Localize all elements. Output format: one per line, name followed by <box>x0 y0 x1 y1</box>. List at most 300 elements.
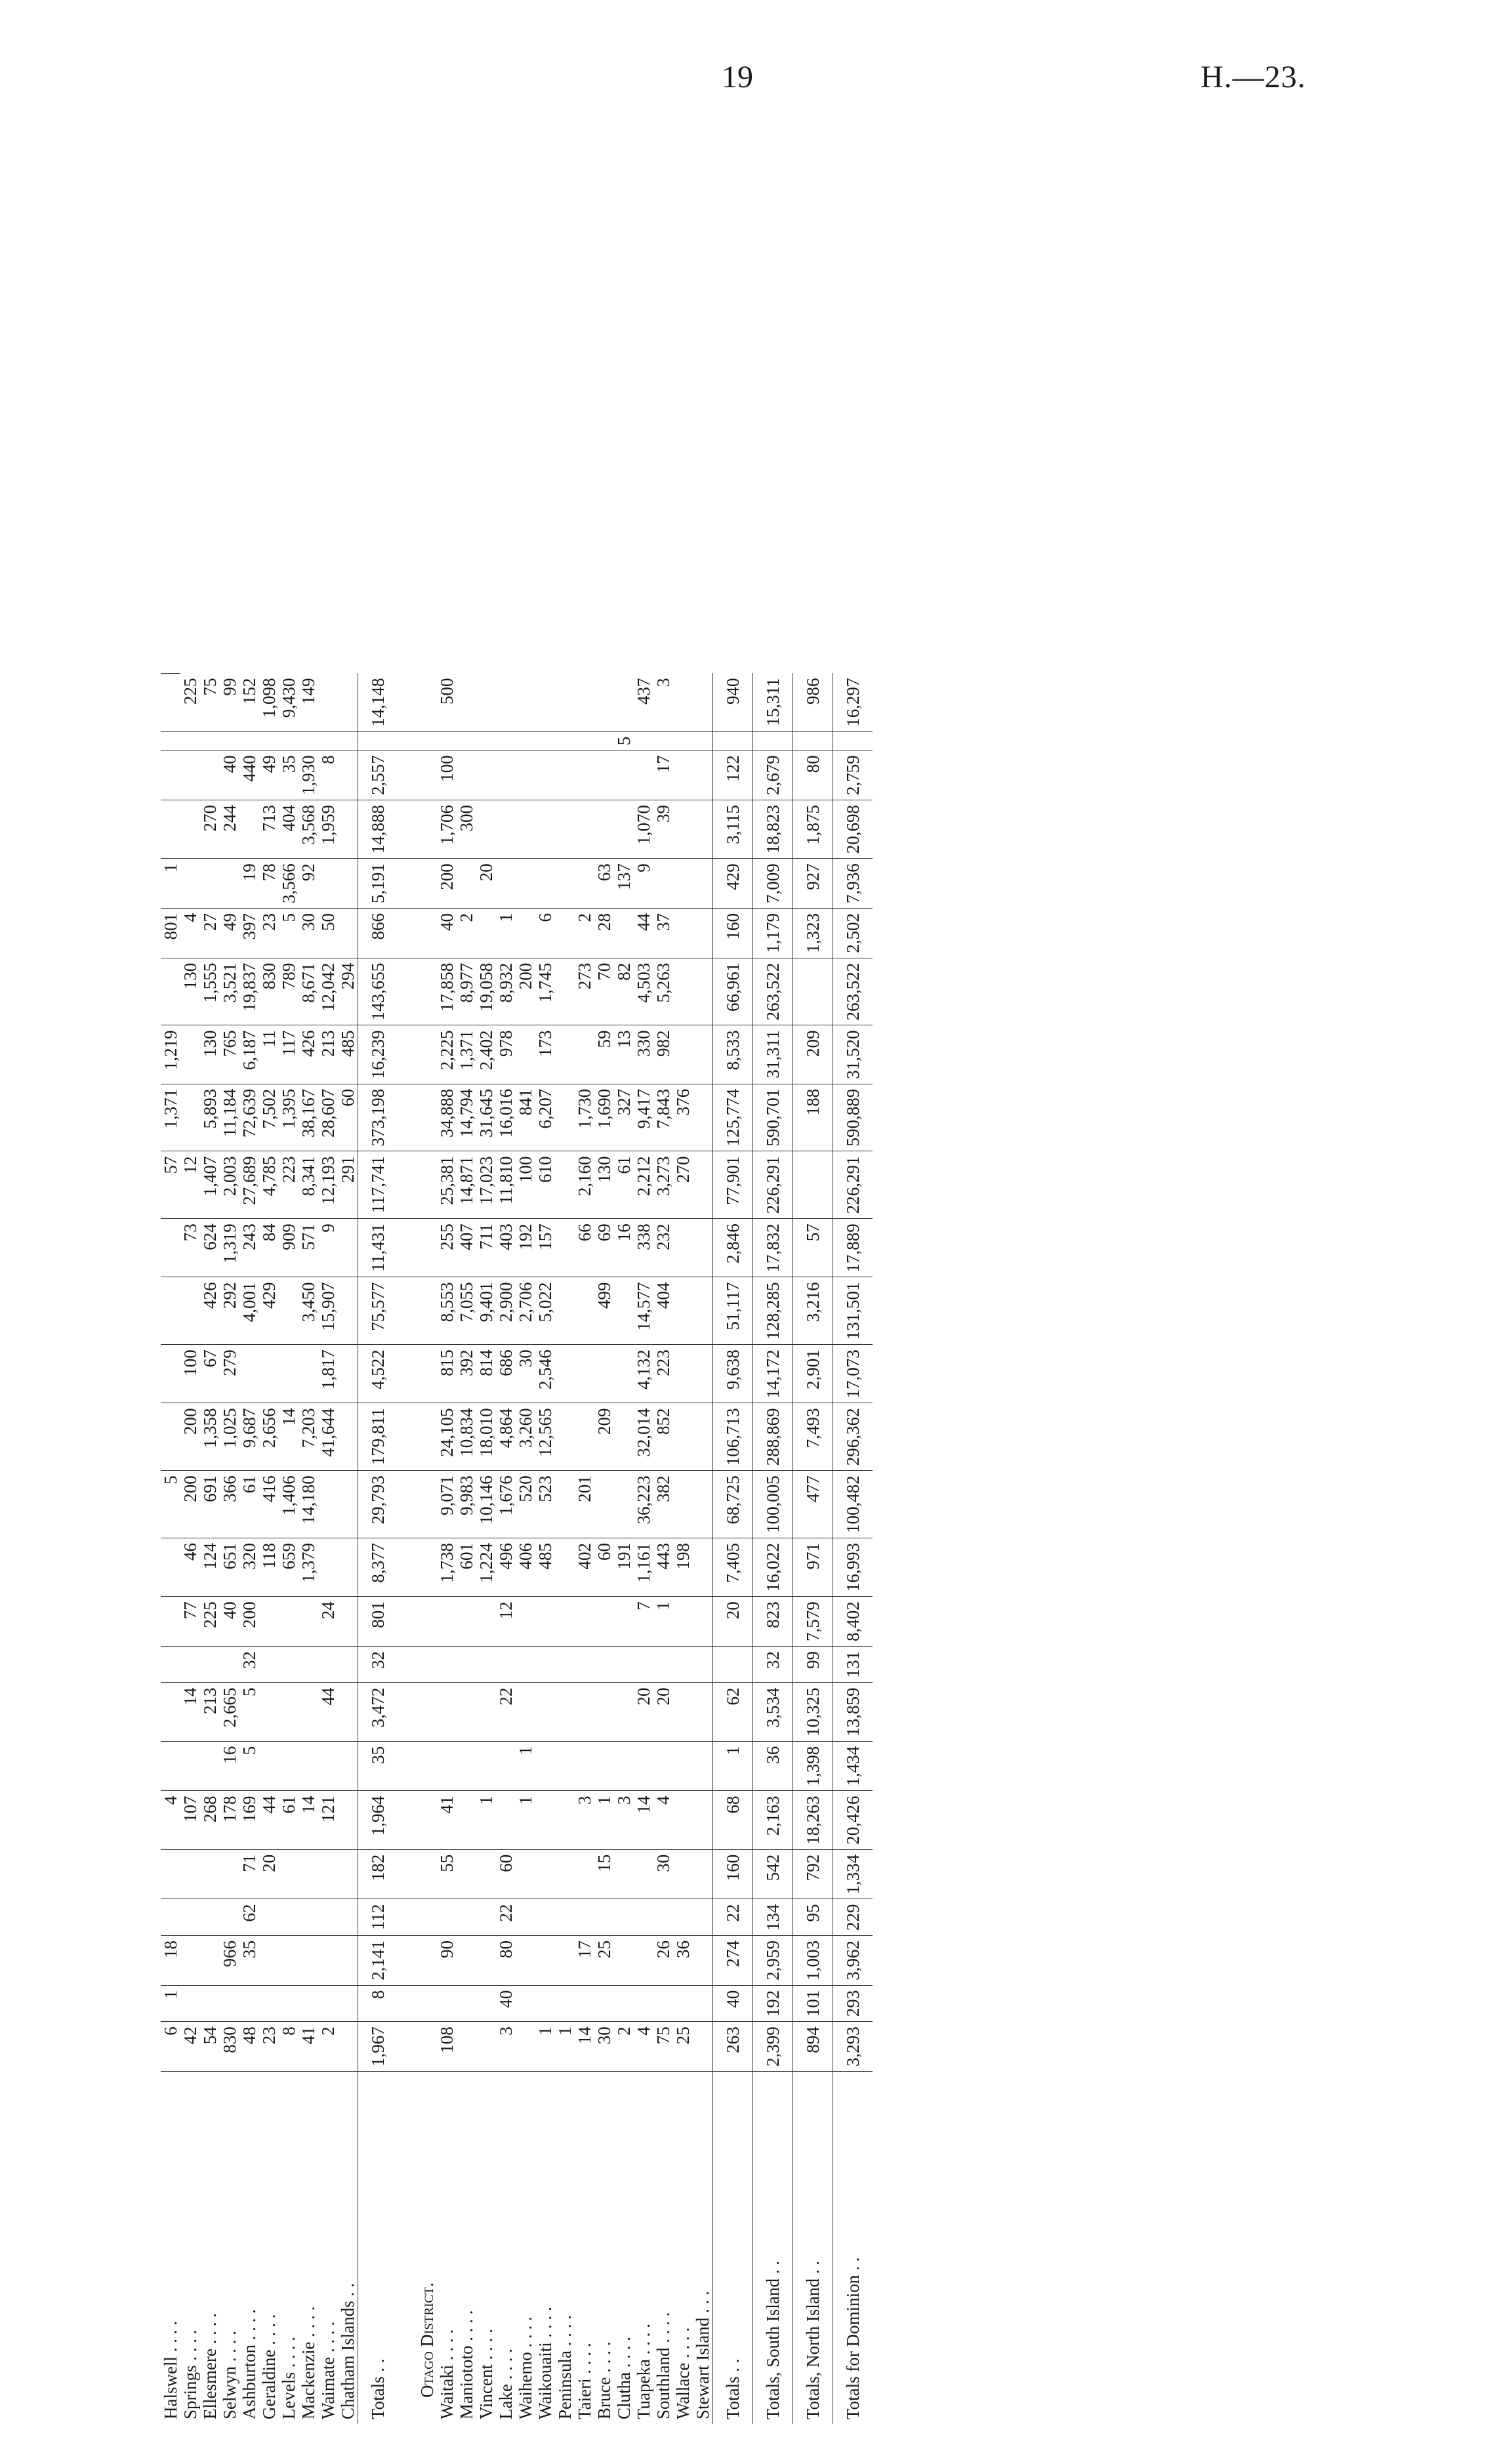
table-cell: 815 <box>437 1345 457 1403</box>
table-cell: 28,607 <box>318 1084 338 1151</box>
table-cell: 17,832 <box>753 1219 793 1277</box>
table-cell <box>634 1936 653 1986</box>
table-cell <box>239 731 259 750</box>
table-cell <box>496 731 516 750</box>
table-cell: 263,522 <box>833 958 873 1025</box>
table-cell: 84 <box>259 1219 279 1277</box>
table-cell <box>516 2022 535 2072</box>
table-cell: 117 <box>279 1025 299 1084</box>
table-cell <box>555 1151 575 1219</box>
table-cell: 1,398 <box>793 1741 833 1791</box>
table-cell <box>338 674 358 732</box>
table-cell: 117,741 <box>358 1151 398 1219</box>
table-cell <box>693 1985 713 2022</box>
table-cell <box>398 1849 417 1899</box>
table-cell <box>673 1791 693 1849</box>
table-cell <box>496 1647 516 1683</box>
table-cell <box>180 1899 200 1936</box>
table-row <box>200 664 220 2424</box>
table-row <box>299 664 318 2424</box>
table-cell: 14,794 <box>457 1084 476 1151</box>
table-cell: 3 <box>614 1791 634 1849</box>
table-cell <box>555 958 575 1025</box>
table-cell <box>673 958 693 1025</box>
table-cell: 49 <box>220 909 239 958</box>
table-cell: 60 <box>496 1849 516 1899</box>
table-cell: 610 <box>535 1151 555 1219</box>
table-cell: 108 <box>437 2022 457 2072</box>
table-cell: 3,450 <box>299 1277 318 1345</box>
table-row <box>476 664 496 2424</box>
table-cell: 986 <box>793 674 833 732</box>
table-cell: 49 <box>259 750 279 800</box>
table-cell: 296,362 <box>833 1403 873 1471</box>
table-cell: 100,482 <box>833 1471 873 1538</box>
table-cell <box>535 1683 555 1741</box>
table-cell <box>653 1985 673 2022</box>
table-cell <box>398 1403 417 1471</box>
table-cell: 5 <box>161 1471 180 1538</box>
table-cell <box>457 1849 476 1899</box>
table-cell: 90 <box>437 1936 457 1986</box>
table-cell: 5,022 <box>535 1277 555 1345</box>
table-cell: 404 <box>279 800 299 859</box>
table-cell <box>398 1538 417 1597</box>
totals-row <box>833 664 873 2424</box>
table-cell <box>200 1647 220 1683</box>
table-cell <box>693 1597 713 1647</box>
table-cell: 24,105 <box>437 1403 457 1471</box>
table-cell <box>673 1219 693 1277</box>
table-cell <box>535 1597 555 1647</box>
row-label: Geraldine . . . . <box>259 2072 279 2425</box>
table-cell: 7,405 <box>713 1538 753 1597</box>
table-cell: 7,055 <box>457 1277 476 1345</box>
table-cell <box>594 1899 614 1936</box>
table-cell: 17,889 <box>833 1219 873 1277</box>
table-cell <box>693 909 713 958</box>
table-cell <box>673 1345 693 1403</box>
table-cell <box>398 1791 417 1849</box>
table-cell <box>653 1899 673 1936</box>
table-row <box>318 664 338 2424</box>
table-cell <box>338 1791 358 1849</box>
table-cell <box>476 1647 496 1683</box>
table-cell: 41 <box>437 1791 457 1849</box>
table-row <box>457 664 476 2424</box>
table-cell: 9 <box>634 859 653 909</box>
table-cell <box>555 731 575 750</box>
table-cell: 7 <box>634 1597 653 1647</box>
row-label: Wallace . . . . <box>673 2072 693 2425</box>
table-cell <box>417 1403 437 1471</box>
table-cell <box>476 1899 496 1936</box>
table-cell <box>693 1538 713 1597</box>
table-cell: 16,022 <box>753 1538 793 1597</box>
table-cell: 125,774 <box>713 1084 753 1151</box>
table-cell <box>555 1647 575 1683</box>
table-cell: 402 <box>575 1538 594 1597</box>
table-cell: 14 <box>279 1403 299 1471</box>
table-cell <box>516 1985 535 2022</box>
table-cell <box>535 800 555 859</box>
table-cell: 68 <box>713 1791 753 1849</box>
table-cell <box>279 1647 299 1683</box>
table-cell <box>398 1345 417 1403</box>
table-cell <box>417 1597 437 1647</box>
table-cell: 232 <box>653 1219 673 1277</box>
table-cell: 7,843 <box>653 1084 673 1151</box>
table-cell <box>259 1683 279 1741</box>
table-cell <box>594 1471 614 1538</box>
table-cell: 118 <box>259 1538 279 1597</box>
table-cell: 244 <box>220 800 239 859</box>
table-cell: 1,025 <box>220 1403 239 1471</box>
table-cell <box>417 1025 437 1084</box>
table-cell: 137 <box>614 859 634 909</box>
table-cell <box>338 1647 358 1683</box>
table-row <box>653 664 673 2424</box>
table-cell: 11,810 <box>496 1151 516 1219</box>
table-cell: 200 <box>180 1403 200 1471</box>
table-cell <box>457 1936 476 1986</box>
table-cell: 8,553 <box>437 1277 457 1345</box>
table-cell: 40 <box>220 750 239 800</box>
table-cell <box>437 1647 457 1683</box>
table-cell: 22 <box>496 1899 516 1936</box>
table-cell: 279 <box>220 1345 239 1403</box>
table-row <box>437 664 457 2424</box>
table-cell <box>161 1345 180 1403</box>
table-cell: 67 <box>200 1345 220 1403</box>
row-label: Waimate . . . . <box>318 2072 338 2425</box>
table-cell: 1,098 <box>259 678 279 718</box>
table-cell <box>575 674 594 732</box>
table-cell: 20,426 <box>833 1791 873 1849</box>
table-cell <box>457 2022 476 2072</box>
table-cell: 130 <box>200 1025 220 1084</box>
table-cell: 330 <box>634 1025 653 1084</box>
table-cell: 5 <box>239 1741 259 1791</box>
table-cell: 542 <box>753 1849 793 1899</box>
table-cell <box>634 1985 653 2022</box>
table-cell: 12,042 <box>318 958 338 1025</box>
table-cell: 3,216 <box>793 1277 833 1345</box>
table-cell: 1 <box>161 859 180 909</box>
table-cell: 72,639 <box>239 1084 259 1151</box>
table-cell <box>594 1597 614 1647</box>
table-cell: 523 <box>535 1471 555 1538</box>
table-cell: 1,817 <box>318 1345 338 1403</box>
table-cell: 10,834 <box>457 1403 476 1471</box>
table-cell: 25,381 <box>437 1151 457 1219</box>
table-cell <box>417 1084 437 1151</box>
table-cell: 106,713 <box>713 1403 753 1471</box>
table-cell <box>673 1849 693 1899</box>
table-cell: 3,962 <box>833 1936 873 1986</box>
table-cell: 571 <box>299 1219 318 1277</box>
table-cell <box>200 859 220 909</box>
table-cell: 48 <box>239 2022 259 2072</box>
table-cell: 9,983 <box>457 1471 476 1538</box>
table-cell: 1 <box>535 2022 555 2072</box>
table-cell <box>476 1741 496 1791</box>
table-cell: 966 <box>220 1936 239 1986</box>
table-cell: 192 <box>516 1219 535 1277</box>
row-label: Ellesmere . . . . <box>200 2072 220 2425</box>
table-cell <box>476 731 496 750</box>
table-cell: 338 <box>634 1219 653 1277</box>
table-cell: 31,645 <box>476 1084 496 1151</box>
table-cell <box>279 1849 299 1899</box>
table-cell <box>535 1985 555 2022</box>
table-cell: 940 <box>713 674 753 732</box>
table-cell <box>417 731 437 750</box>
table-cell: 209 <box>594 1403 614 1471</box>
table-cell: 4,785 <box>259 1151 279 1219</box>
table-cell: 20 <box>476 859 496 909</box>
table-cell: 366 <box>220 1471 239 1538</box>
table-cell: 35 <box>239 1936 259 1986</box>
table-cell <box>338 1219 358 1277</box>
table-cell: 8 <box>279 2022 299 2072</box>
table-cell <box>398 859 417 909</box>
table-cell: 200 <box>516 958 535 1025</box>
table-row <box>220 664 239 2424</box>
table-cell <box>575 1277 594 1345</box>
table-cell: 9,687 <box>239 1403 259 1471</box>
table-cell: 15,311 <box>753 674 793 732</box>
row-label: Chatham Islands . . <box>338 2072 358 2425</box>
table-cell: 406 <box>516 1538 535 1597</box>
table-cell <box>437 1597 457 1647</box>
row-label: Totals . . <box>713 2072 753 2425</box>
table-cell <box>318 1936 338 1986</box>
table-cell <box>220 1899 239 1936</box>
table-cell: 2,141 <box>358 1936 398 1986</box>
table-cell <box>338 1471 358 1538</box>
table-cell <box>516 674 535 732</box>
table-cell: 426 <box>200 1277 220 1345</box>
table-cell <box>318 1899 338 1936</box>
table-cell <box>279 1741 299 1791</box>
table-cell: 7,502 <box>259 1084 279 1151</box>
table-cell <box>555 1899 575 1936</box>
table-cell: 823 <box>753 1597 793 1647</box>
table-cell <box>614 1277 634 1345</box>
table-cell <box>516 1683 535 1741</box>
table-cell: 17,858 <box>437 958 457 1025</box>
table-cell: 3,472 <box>358 1683 398 1741</box>
table-cell <box>634 1849 653 1899</box>
table-cell: 2,502 <box>833 909 873 958</box>
table-cell: 2 <box>318 2022 338 2072</box>
table-cell: 909 <box>279 1219 299 1277</box>
table-cell <box>279 731 299 750</box>
table-cell <box>161 1683 180 1741</box>
table-cell: 131,501 <box>833 1277 873 1345</box>
table-cell: 814 <box>476 1345 496 1403</box>
table-cell: 12 <box>496 1597 516 1647</box>
table-cell <box>575 859 594 909</box>
table-cell: 1,358 <box>200 1403 220 1471</box>
table-cell <box>299 1345 318 1403</box>
table-cell: 1,161 <box>634 1538 653 1597</box>
table-cell <box>476 800 496 859</box>
row-label: Springs . . . . <box>180 2072 200 2425</box>
table-cell <box>555 1025 575 1084</box>
table-cell: 100 <box>180 1345 200 1403</box>
table-cell: 520 <box>516 1471 535 1538</box>
table-cell <box>338 859 358 909</box>
table-cell <box>614 750 634 800</box>
table-cell: 404 <box>653 1277 673 1345</box>
table-cell <box>398 1151 417 1219</box>
table-cell <box>793 958 833 1025</box>
table-cell: 54 <box>200 2022 220 2072</box>
table-cell: 99 <box>793 1647 833 1683</box>
table-cell: 62 <box>713 1683 753 1741</box>
table-cell: 157 <box>535 1219 555 1277</box>
table-cell <box>575 1345 594 1403</box>
table-cell <box>516 1647 535 1683</box>
table-cell <box>417 1849 437 1899</box>
table-cell <box>417 1538 437 1597</box>
table-cell <box>833 731 873 750</box>
table-cell: 8,402 <box>833 1597 873 1647</box>
row-label: Tuapeka . . . . <box>634 2072 653 2425</box>
table-cell: 407 <box>457 1219 476 1277</box>
table-cell: 1,323 <box>793 909 833 958</box>
table-cell <box>476 1849 496 1899</box>
table-cell: 288,869 <box>753 1403 793 1471</box>
table-cell <box>417 2022 437 2072</box>
table-cell: 18 <box>161 1936 180 1986</box>
table-row <box>259 664 279 2424</box>
table-cell <box>200 750 220 800</box>
table-cell: 499 <box>594 1277 614 1345</box>
table-cell <box>338 1985 358 2022</box>
table-cell: 792 <box>793 1849 833 1899</box>
table-cell <box>180 1647 200 1683</box>
table-cell: 16 <box>220 1741 239 1791</box>
table-cell <box>417 1219 437 1277</box>
table-cell: 78 <box>259 859 279 909</box>
table-cell: 2,225 <box>437 1025 457 1084</box>
table-cell <box>575 1849 594 1899</box>
table-cell <box>614 1345 634 1403</box>
table-cell <box>259 1345 279 1403</box>
table-cell <box>555 1471 575 1538</box>
table-cell <box>318 1471 338 1538</box>
table-cell <box>713 1647 753 1683</box>
table-row <box>516 664 535 2424</box>
table-cell: 4 <box>180 909 200 958</box>
table-cell <box>398 1219 417 1277</box>
table-cell: 3 <box>575 1791 594 1849</box>
table-cell <box>398 909 417 958</box>
table-cell <box>555 1597 575 1647</box>
table-cell <box>398 1899 417 1936</box>
table-cell: 3,273 <box>653 1151 673 1219</box>
table-cell <box>299 1683 318 1741</box>
row-label: Taieri . . . . <box>575 2072 594 2425</box>
table-cell <box>575 1985 594 2022</box>
document-reference: H.—23. <box>1201 60 1306 94</box>
table-cell <box>535 1899 555 1936</box>
table-cell <box>279 1899 299 1936</box>
table-cell <box>496 859 516 909</box>
table-cell: 26 <box>653 1936 673 1986</box>
table-cell: 1,745 <box>535 958 555 1025</box>
table-cell <box>693 1151 713 1219</box>
table-cell <box>555 674 575 732</box>
table-cell: 6,187 <box>239 1025 259 1084</box>
table-cell <box>693 1741 713 1791</box>
table-cell <box>555 1936 575 1986</box>
table-cell: 11,184 <box>220 1084 239 1151</box>
table-cell: 12,565 <box>535 1403 555 1471</box>
table-cell: 12 <box>180 1151 200 1219</box>
table-cell <box>220 731 239 750</box>
table-cell: 160 <box>713 1849 753 1899</box>
table-cell: 3,293 <box>833 2022 873 2072</box>
table-cell: 15,907 <box>318 1277 338 1345</box>
table-cell <box>673 1025 693 1084</box>
table-cell: 149 <box>299 678 318 705</box>
table-cell <box>279 1277 299 1345</box>
table-cell: 178 <box>220 1791 239 1849</box>
table-cell <box>476 909 496 958</box>
rotated-table-region <box>161 89 1033 2424</box>
table-cell <box>614 1597 634 1647</box>
table-cell <box>338 1538 358 1597</box>
table-cell <box>457 1985 476 2022</box>
table-cell: 9,638 <box>713 1345 753 1403</box>
table-cell: 801 <box>161 909 180 958</box>
table-cell: 268 <box>200 1791 220 1849</box>
table-cell <box>673 1647 693 1683</box>
table-cell <box>673 731 693 750</box>
statistics-table <box>161 664 873 2424</box>
table-cell <box>693 1345 713 1403</box>
table-cell: 134 <box>753 1899 793 1936</box>
table-cell <box>614 1471 634 1538</box>
table-cell <box>693 1277 713 1345</box>
table-cell <box>180 1025 200 1084</box>
table-cell <box>693 2022 713 2072</box>
table-cell <box>398 750 417 800</box>
table-cell: 1,003 <box>793 1936 833 1986</box>
row-label <box>398 2072 417 2425</box>
table-cell <box>555 1849 575 1899</box>
table-cell: 198 <box>673 1538 693 1597</box>
table-cell <box>496 1791 516 1849</box>
table-cell <box>673 1277 693 1345</box>
table-cell: 713 <box>259 800 279 859</box>
table-cell <box>338 1899 358 1936</box>
row-label: Southland . . . . <box>653 2072 673 2425</box>
table-cell: 2,846 <box>713 1219 753 1277</box>
table-cell: 4 <box>653 1791 673 1849</box>
table-cell <box>555 859 575 909</box>
table-cell <box>594 800 614 859</box>
table-cell <box>338 1597 358 1647</box>
table-cell: 1,224 <box>476 1538 496 1597</box>
table-cell <box>516 909 535 958</box>
table-cell: 300 <box>457 800 476 859</box>
table-cell: 5,263 <box>653 958 673 1025</box>
